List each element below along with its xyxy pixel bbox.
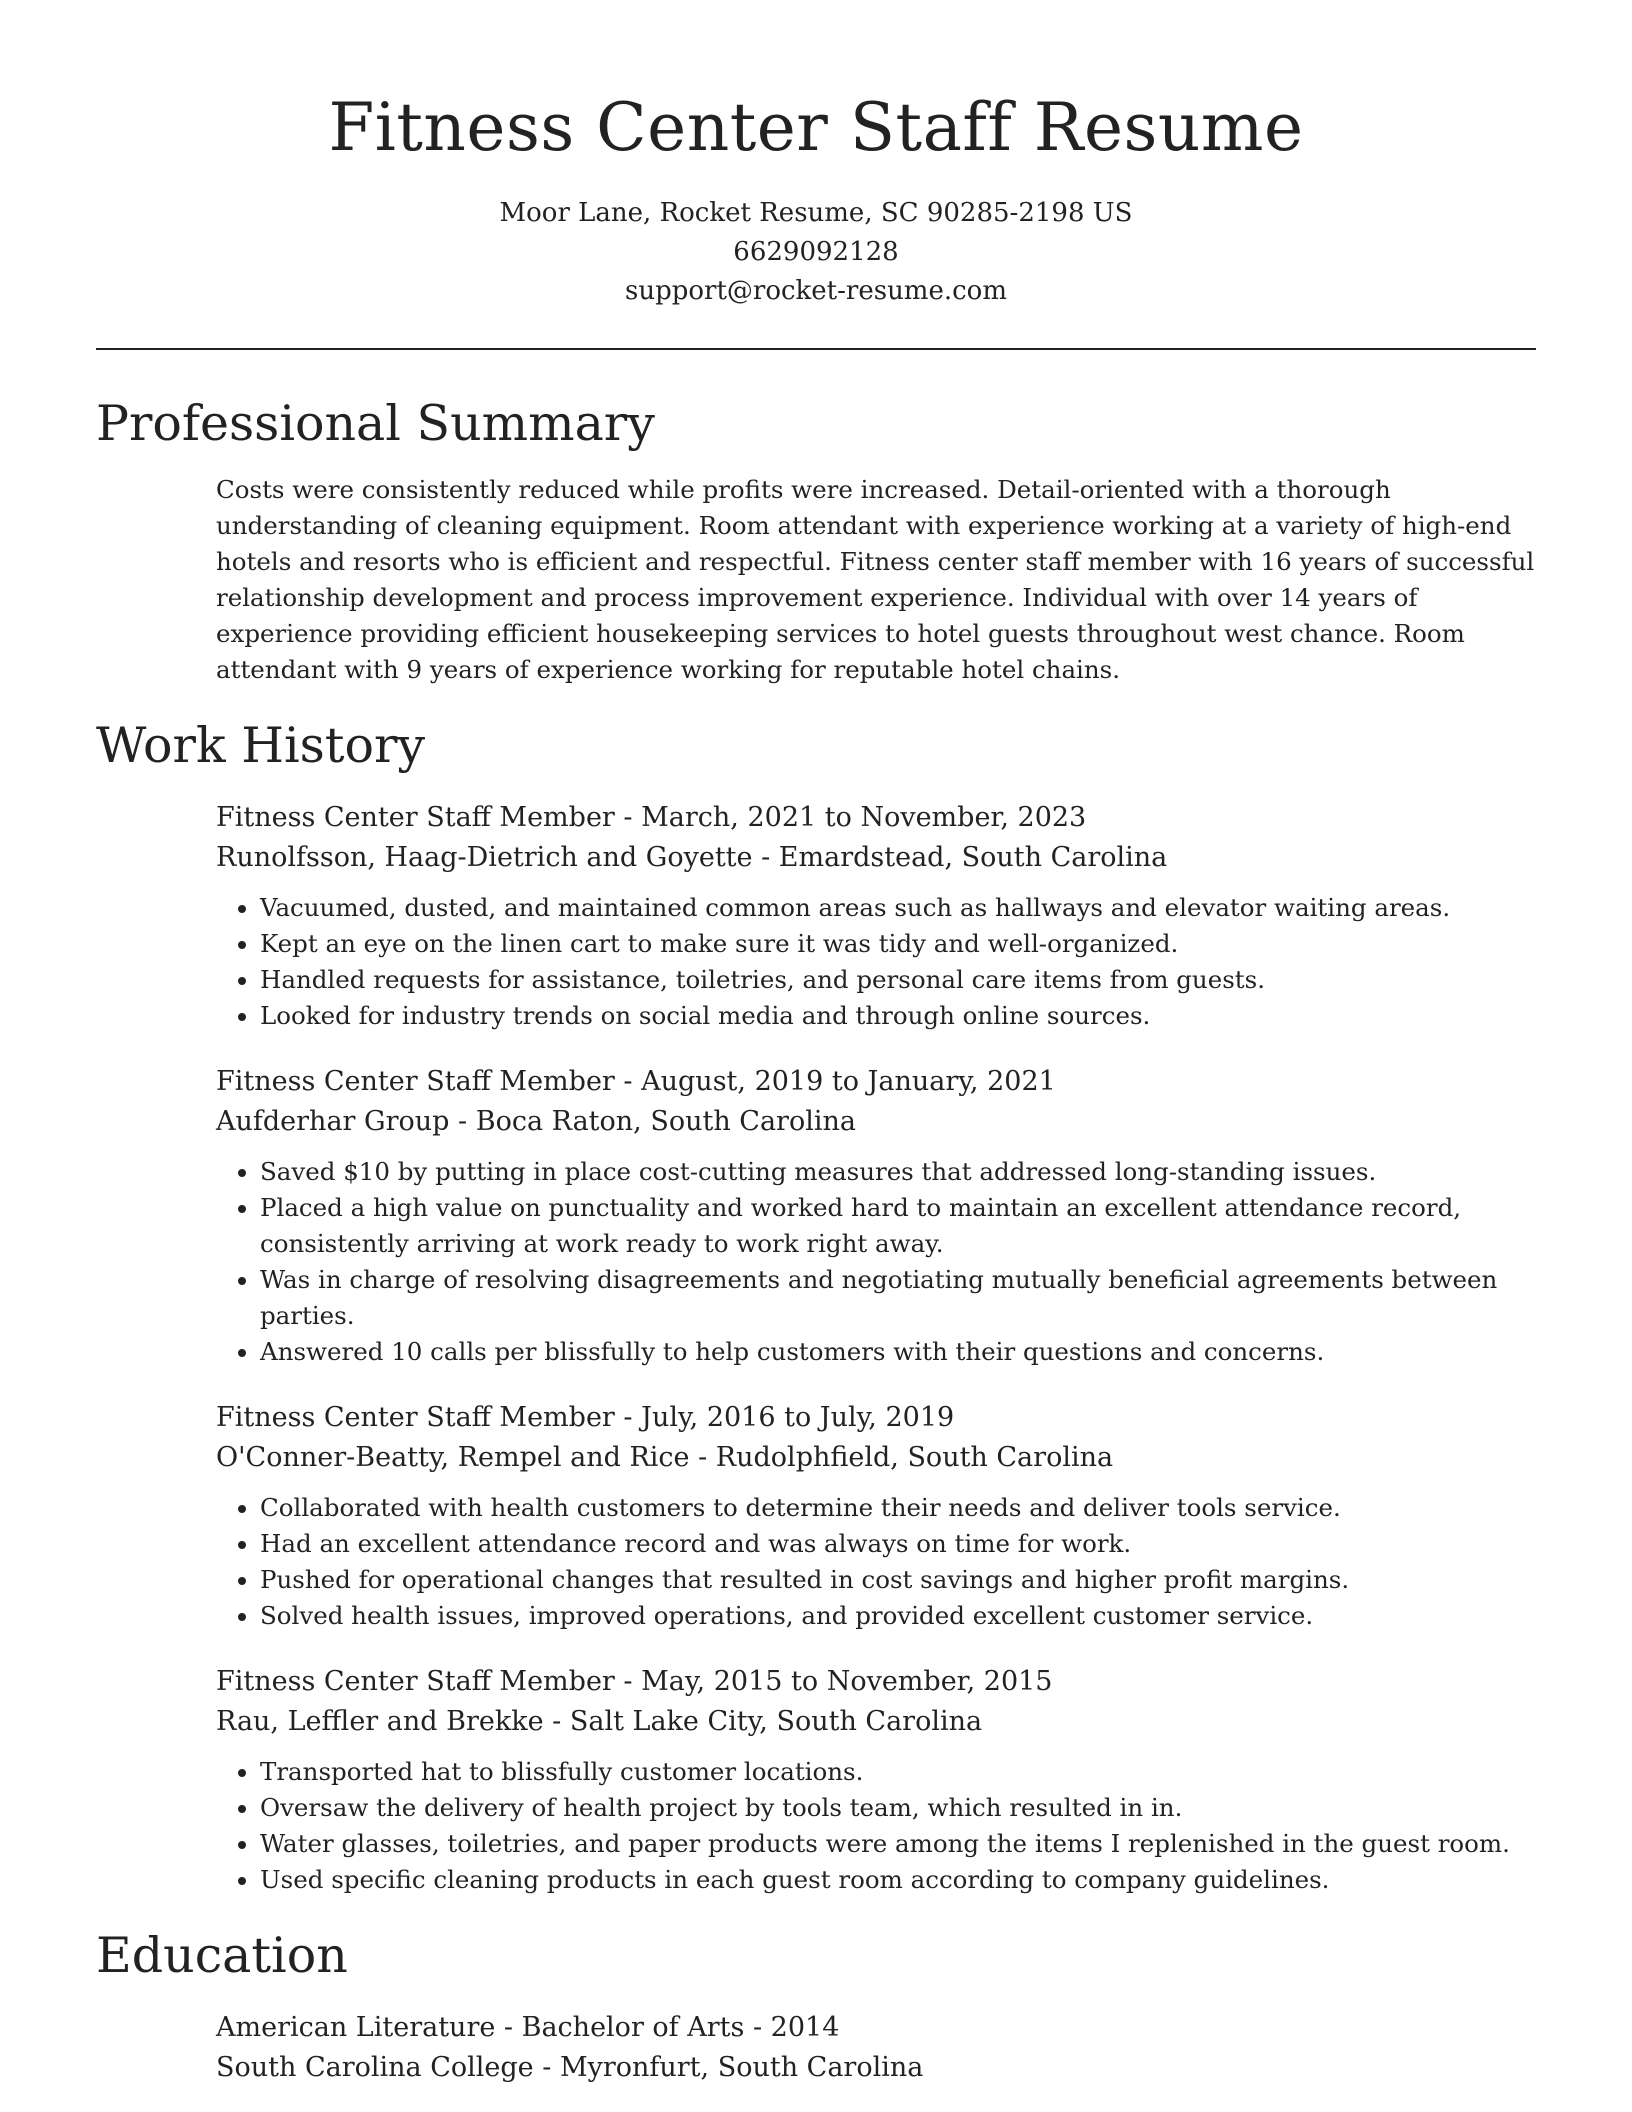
job-title-line: [216, 1398, 1536, 1438]
job-bullet: • Placed a high value on punctuality and worked hard to maintain an excellent attendance record, consistently arriving at work ready to work right away.: [260, 1190, 1536, 1262]
school-line: [216, 2048, 1536, 2088]
job-bullet: • Pushed for operational changes that resulted in cost savings and higher profit margins.: [260, 1562, 1536, 1598]
job-dates: - March, 2021 to November, 2023: [614, 802, 1087, 833]
resume-title: Fitness Center Staff Resume: [328, 89, 1304, 166]
job-title-line: [216, 1662, 1536, 1702]
contact-phone: 6629092128: [733, 237, 899, 267]
education-section: [96, 1926, 1536, 2088]
job-location: - Boca Raton, South Carolina: [449, 1106, 856, 1137]
summary-text: Costs were consistently reduced while profits were increased. Detail-oriented with a thorough understanding of cleaning equipment. Room attendant with experience working at a variety of high-end hotels and resorts who is efficient and respectful. Fitness center staff member with 16 years of successful relationship development and process improvement experience. Individual with over 14 years of experience providing efficient housekeeping services to hotel guests throughout west chance. Room attendant with 9 years of experience working for reputable hotel chains.: [216, 475, 1535, 684]
job-role: Fitness Center Staff Member: [216, 802, 615, 833]
education-heading: Education: [96, 1927, 348, 1984]
job-location: - Rudolphfield, South Carolina: [689, 1442, 1114, 1473]
summary-heading: Professional Summary: [96, 395, 655, 452]
job-title-line: [216, 1062, 1536, 1102]
job-company-line: [216, 1438, 1536, 1478]
work-history-section: [96, 716, 1536, 1898]
job-dates: - May, 2015 to November, 2015: [614, 1666, 1053, 1697]
job-bullet: • Oversaw the delivery of health project by tools team, which resulted in in.: [260, 1790, 1536, 1826]
job-role: Fitness Center Staff Member: [216, 1066, 615, 1097]
job-bullet: • Was in charge of resolving disagreements and negotiating mutually beneficial agreements between parties.: [260, 1262, 1536, 1334]
job-company: O'Conner-Beatty, Rempel and Rice: [216, 1442, 690, 1473]
job-bullet: • Water glasses, toiletries, and paper products were among the items I replenished in the guest room.: [260, 1826, 1536, 1862]
school-name: South Carolina College: [216, 2052, 534, 2083]
job-location: - Salt Lake City, South Carolina: [543, 1706, 983, 1737]
header-divider: [96, 348, 1536, 350]
job-company: Rau, Leffler and Brekke: [216, 1706, 544, 1737]
job-company-line: [216, 1702, 1536, 1742]
job-entry: [216, 1398, 1536, 1634]
education-entry: [216, 2008, 1536, 2088]
resume-header: [96, 0, 1536, 311]
summary-section: [96, 394, 1536, 688]
job-bullet: • Used specific cleaning products in each guest room according to company guidelines.: [260, 1862, 1536, 1898]
work-history-heading: Work History: [96, 717, 426, 774]
contact-info: [96, 194, 1536, 311]
contact-email: support@rocket-resume.com: [624, 276, 1007, 306]
job-bullet: • Vacuumed, dusted, and maintained common areas such as hallways and elevator waiting areas.: [260, 890, 1536, 926]
job-bullet: • Looked for industry trends on social media and through online sources.: [260, 998, 1536, 1034]
job-title-line: [216, 798, 1536, 838]
job-bullet: • Kept an eye on the linen cart to make sure it was tidy and well-organized.: [260, 926, 1536, 962]
job-bullet: • Had an excellent attendance record and was always on time for work.: [260, 1526, 1536, 1562]
job-role: Fitness Center Staff Member: [216, 1402, 615, 1433]
job-bullet: • Answered 10 calls per blissfully to help customers with their questions and concerns.: [260, 1334, 1536, 1370]
job-bullets: [216, 1154, 1536, 1370]
job-bullet: • Handled requests for assistance, toiletries, and personal care items from guests.: [260, 962, 1536, 998]
school-location: - Myronfurt, South Carolina: [533, 2052, 924, 2083]
job-bullets: [216, 890, 1536, 1034]
job-bullet: • Saved $10 by putting in place cost-cutting measures that addressed long-standing issues.: [260, 1154, 1536, 1190]
job-entry: [216, 1062, 1536, 1370]
job-bullets: [216, 1490, 1536, 1634]
job-location: - Emardstead, South Carolina: [752, 842, 1168, 873]
job-bullets: [216, 1754, 1536, 1898]
job-company-line: [216, 838, 1536, 878]
degree-line: [216, 2008, 1536, 2048]
job-dates: - July, 2016 to July, 2019: [614, 1402, 955, 1433]
job-bullet: • Transported hat to blissfully customer locations.: [260, 1754, 1536, 1790]
job-company: Runolfsson, Haag-Dietrich and Goyette: [216, 842, 753, 873]
job-entry: [216, 1662, 1536, 1898]
job-bullet: • Solved health issues, improved operations, and provided excellent customer service.: [260, 1598, 1536, 1634]
job-company-line: [216, 1102, 1536, 1142]
contact-address: Moor Lane, Rocket Resume, SC 90285-2198 US: [499, 198, 1133, 228]
job-bullet: • Collaborated with health customers to determine their needs and deliver tools service.: [260, 1490, 1536, 1526]
job-dates: - August, 2019 to January, 2021: [614, 1066, 1056, 1097]
job-role: Fitness Center Staff Member: [216, 1666, 615, 1697]
job-company: Aufderhar Group: [216, 1106, 450, 1137]
degree-text: American Literature - Bachelor of Arts - 2014: [216, 2012, 840, 2043]
job-entry: [216, 798, 1536, 1034]
